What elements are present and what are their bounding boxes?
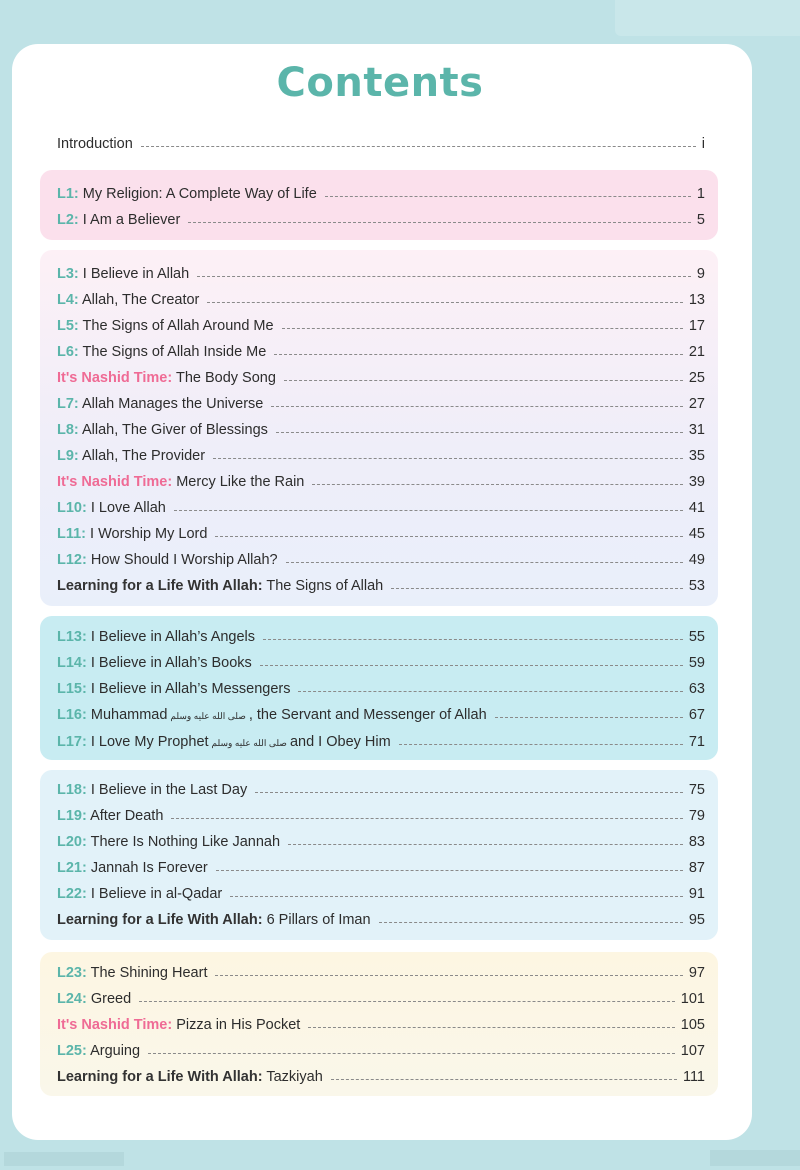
page-number: 53 <box>688 578 705 594</box>
toc-entry-label <box>57 212 180 228</box>
lesson-title: Tazkiyah <box>266 1069 323 1085</box>
leader-dots <box>331 1079 677 1080</box>
toc-entry[interactable] <box>57 880 705 902</box>
salawat-text: صلى الله عليه وسلم <box>211 738 287 748</box>
lesson-title: The Signs of Allah <box>266 578 384 594</box>
toc-entry[interactable] <box>57 468 705 490</box>
page-number: 13 <box>688 292 705 308</box>
lesson-title: Muhammad <box>90 707 168 723</box>
toc-entry-label <box>57 965 207 981</box>
toc-entry[interactable] <box>57 623 705 645</box>
toc-entry-label <box>57 860 208 876</box>
lesson-title: Allah, The Creator <box>81 292 200 308</box>
leader-dots <box>188 222 691 223</box>
toc-entry-label <box>57 396 263 412</box>
toc-entry[interactable] <box>57 390 705 412</box>
page-number: 17 <box>688 318 705 334</box>
lesson-number: L3: <box>57 266 79 282</box>
toc-entry[interactable] <box>57 260 705 282</box>
leader-dots <box>308 1027 674 1028</box>
page-number: 95 <box>688 912 705 928</box>
toc-entry-label <box>57 318 274 334</box>
lesson-title: 6 Pillars of Iman <box>266 912 371 928</box>
toc-entry-label <box>57 655 252 671</box>
lesson-number: L13: <box>57 629 87 645</box>
lesson-number: L12: <box>57 552 87 568</box>
salawat-text: صلى الله عليه وسلم <box>170 711 246 721</box>
toc-entry-label <box>57 292 199 308</box>
lesson-number: L23: <box>57 965 87 981</box>
toc-entry[interactable] <box>57 572 705 594</box>
leader-dots <box>215 536 682 537</box>
toc-entry-label <box>57 782 247 798</box>
introduction-label: Introduction <box>57 136 133 152</box>
page-number: 31 <box>688 422 705 438</box>
leader-dots <box>391 588 683 589</box>
toc-entry-label <box>57 834 280 850</box>
toc-entry-label <box>57 681 290 697</box>
lesson-title: Allah, The Provider <box>81 448 206 464</box>
page-title: Contents <box>276 60 484 106</box>
page-number: 83 <box>688 834 705 850</box>
lesson-title-continued: and I Obey Him <box>289 734 391 750</box>
toc-entry-label <box>57 266 189 282</box>
lesson-title-continued: , the Servant and Messenger of Allah <box>248 707 487 723</box>
lesson-number: L20: <box>57 834 87 850</box>
toc-entry[interactable] <box>57 494 705 516</box>
toc-entry-label <box>57 1069 323 1085</box>
toc-entry-label <box>57 808 163 824</box>
toc-entry-label <box>57 912 371 928</box>
lesson-title: I Love Allah <box>90 500 166 516</box>
page-number: 25 <box>688 370 705 386</box>
toc-entry[interactable] <box>57 416 705 438</box>
lesson-title: My Religion: A Complete Way of Life <box>82 186 317 202</box>
toc-entry[interactable] <box>57 649 705 671</box>
page-number: 45 <box>688 526 705 542</box>
lesson-number: L16: <box>57 707 87 723</box>
lesson-title: I Believe in Allah’s Books <box>90 655 252 671</box>
lesson-title: The Signs of Allah Around Me <box>82 318 274 334</box>
toc-entry-label <box>57 578 383 594</box>
lesson-title: I Believe in Allah <box>82 266 190 282</box>
leader-dots <box>263 639 683 640</box>
page-number: 79 <box>688 808 705 824</box>
leader-dots <box>139 1001 675 1002</box>
toc-entry[interactable] <box>57 312 705 334</box>
lesson-number: L14: <box>57 655 87 671</box>
leader-dots <box>325 196 691 197</box>
leader-dots <box>215 975 682 976</box>
leader-dots <box>282 328 683 329</box>
toc-entry-label <box>57 886 222 902</box>
lesson-number: L11: <box>57 526 87 542</box>
leader-dots <box>399 744 683 745</box>
toc-entry[interactable] <box>57 828 705 850</box>
lesson-number: L5: <box>57 318 79 334</box>
toc-entry[interactable] <box>57 1011 705 1033</box>
lesson-number: L8: <box>57 422 79 438</box>
toc-entry[interactable] <box>57 959 705 981</box>
toc-entry-label <box>57 526 207 542</box>
page-number: 39 <box>688 474 705 490</box>
page-number: 67 <box>688 707 705 723</box>
lesson-number: L10: <box>57 500 87 516</box>
top-tab <box>615 0 800 36</box>
lesson-title: Pizza in His Pocket <box>176 1017 301 1033</box>
leader-dots <box>312 484 683 485</box>
toc-entry[interactable] <box>57 701 705 723</box>
toc-entry-label <box>57 1017 300 1033</box>
lesson-title: I Believe in al-Qadar <box>90 886 223 902</box>
lesson-number: L15: <box>57 681 87 697</box>
lesson-title: I Love My Prophet <box>90 734 209 750</box>
leader-dots <box>495 717 683 718</box>
leader-dots <box>213 458 683 459</box>
leader-dots <box>230 896 683 897</box>
page-number: 59 <box>688 655 705 671</box>
lesson-number: L2: <box>57 212 79 228</box>
lesson-number: Learning for a Life With Allah: <box>57 912 263 928</box>
leader-dots <box>276 432 683 433</box>
lesson-title: Allah, The Giver of Blessings <box>81 422 268 438</box>
lesson-title: The Body Song <box>175 370 276 386</box>
toc-entry[interactable] <box>57 854 705 876</box>
lesson-number: L6: <box>57 344 79 360</box>
toc-entry[interactable] <box>57 802 705 824</box>
toc-entry-label <box>57 629 255 645</box>
lesson-title: I Am a Believer <box>82 212 181 228</box>
leader-dots <box>171 818 682 819</box>
page-number: 87 <box>688 860 705 876</box>
lesson-title: Mercy Like the Rain <box>176 474 305 490</box>
leader-dots <box>255 792 683 793</box>
lesson-number: L25: <box>57 1043 87 1059</box>
page-number: 107 <box>680 1043 705 1059</box>
lesson-title: Arguing <box>90 1043 141 1059</box>
toc-entry[interactable] <box>57 286 705 308</box>
toc-entry[interactable] <box>57 546 705 568</box>
toc-entry[interactable] <box>57 906 705 928</box>
toc-entry-label <box>57 1043 140 1059</box>
page-number: 75 <box>688 782 705 798</box>
leader-dots <box>207 302 682 303</box>
page-number: 63 <box>688 681 705 697</box>
lesson-title: Allah Manages the Universe <box>81 396 264 412</box>
leader-dots <box>274 354 683 355</box>
leader-dots <box>271 406 683 407</box>
toc-entry-label <box>57 707 487 723</box>
page-number: 21 <box>688 344 705 360</box>
page-number: 71 <box>688 734 705 750</box>
lesson-number: It's Nashid Time: <box>57 370 173 386</box>
lesson-number: Learning for a Life With Allah: <box>57 578 263 594</box>
lesson-number: L17: <box>57 734 87 750</box>
lesson-title: There Is Nothing Like Jannah <box>90 834 281 850</box>
leader-dots <box>148 1053 675 1054</box>
page-number: 49 <box>688 552 705 568</box>
footer-strip-left <box>4 1152 124 1166</box>
toc-entry[interactable] <box>57 442 705 464</box>
lesson-number: L7: <box>57 396 79 412</box>
page-number: 9 <box>696 266 705 282</box>
toc-entry[interactable] <box>57 1063 705 1085</box>
lesson-title: How Should I Worship Allah? <box>90 552 278 568</box>
lesson-number: L1: <box>57 186 79 202</box>
lesson-title: Jannah Is Forever <box>90 860 208 876</box>
toc-entry-label <box>57 422 268 438</box>
toc-entry[interactable] <box>57 1037 705 1059</box>
lesson-number: It's Nashid Time: <box>57 1017 173 1033</box>
lesson-title: The Shining Heart <box>90 965 208 981</box>
toc-entry-label <box>57 370 276 386</box>
toc-entry-label <box>57 186 317 202</box>
page-number: 105 <box>680 1017 705 1033</box>
page-number: 35 <box>688 448 705 464</box>
lesson-number: L19: <box>57 808 87 824</box>
lesson-title: The Signs of Allah Inside Me <box>82 344 267 360</box>
leader-dots <box>260 665 683 666</box>
toc-entry[interactable] <box>57 675 705 697</box>
toc-introduction[interactable] <box>57 130 705 152</box>
lesson-number: Learning for a Life With Allah: <box>57 1069 263 1085</box>
toc-entry-label <box>57 991 131 1007</box>
leader-dots <box>288 844 683 845</box>
lesson-title: I Believe in Allah’s Messengers <box>90 681 291 697</box>
page-number: 97 <box>688 965 705 981</box>
toc-entry[interactable] <box>57 776 705 798</box>
toc-entry[interactable] <box>57 985 705 1007</box>
page-number: 27 <box>688 396 705 412</box>
introduction-page: i <box>701 136 705 152</box>
lesson-number: L18: <box>57 782 87 798</box>
lesson-title: I Believe in Allah’s Angels <box>90 629 256 645</box>
page-number: 111 <box>682 1069 705 1085</box>
toc-entry-label <box>57 474 304 490</box>
lesson-title: Greed <box>90 991 132 1007</box>
leader-dots <box>284 380 683 381</box>
lesson-title: I Worship My Lord <box>90 526 208 542</box>
lesson-number: L22: <box>57 886 87 902</box>
page-number: 91 <box>688 886 705 902</box>
toc-entry[interactable] <box>57 364 705 386</box>
lesson-number: L9: <box>57 448 79 464</box>
toc-entry[interactable] <box>57 520 705 542</box>
toc-entry-label <box>57 500 166 516</box>
page-number: 5 <box>696 212 705 228</box>
page-number: 41 <box>688 500 705 516</box>
toc-entry-label <box>57 448 205 464</box>
leader-dots <box>298 691 682 692</box>
lesson-number: It's Nashid Time: <box>57 474 173 490</box>
leader-dots <box>174 510 683 511</box>
toc-entry[interactable] <box>57 338 705 360</box>
footer-strip-right <box>710 1150 800 1166</box>
lesson-number: L4: <box>57 292 79 308</box>
leader-dots <box>141 146 696 147</box>
toc-entry[interactable] <box>57 728 705 750</box>
toc-entry[interactable] <box>57 180 705 202</box>
leader-dots <box>197 276 691 277</box>
leader-dots <box>379 922 683 923</box>
page-number: 1 <box>696 186 705 202</box>
lesson-title: After Death <box>90 808 164 824</box>
page-number: 101 <box>680 991 705 1007</box>
lesson-number: L21: <box>57 860 87 876</box>
page-number: 55 <box>688 629 705 645</box>
lesson-number: L24: <box>57 991 87 1007</box>
leader-dots <box>216 870 683 871</box>
toc-entry-label <box>57 552 278 568</box>
toc-entry[interactable] <box>57 206 705 228</box>
toc-entry-label <box>57 344 266 360</box>
lesson-title: I Believe in the Last Day <box>90 782 248 798</box>
leader-dots <box>286 562 683 563</box>
toc-entry-label <box>57 734 391 750</box>
